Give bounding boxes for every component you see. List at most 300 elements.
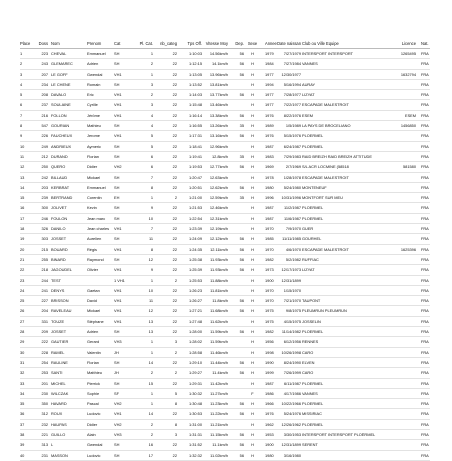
cell-departement: 56 (239, 431, 244, 437)
cell-vitesse-moyenne: 11.44km/h (210, 359, 228, 365)
cell-temps-officiel: 1:29:10 (189, 359, 202, 365)
cell-annee: 1985 (265, 236, 274, 242)
cell-departement (228, 214, 244, 223)
cell-club (302, 70, 386, 79)
cell-temps-officiel: 1:20:51 (189, 184, 202, 190)
cell-annee: 1999 (265, 370, 274, 376)
cell-prenom: Ludovic (87, 411, 101, 417)
cell-nom: DAVALO (51, 92, 67, 98)
cell-vitesse-moyenne: 12.46km/h (209, 205, 228, 211)
cell-prenom: Mickael (87, 174, 101, 180)
cell-vitesse-moyenne: 13.26km/h (209, 123, 228, 129)
cell-licence (390, 183, 416, 192)
cell-date-naissance: 4/17/1986 (283, 390, 301, 396)
cell-temps-officiel: 1:16:55 (189, 123, 202, 129)
cell-dossard: 331 (41, 318, 48, 324)
cell-categorie: SH (114, 153, 120, 159)
cell-temps-officiel: 1:19:41 (189, 153, 202, 159)
cell-place: 2 (20, 61, 23, 67)
cell-dossard: 207 (41, 71, 48, 77)
cell-dossard: 244 (41, 277, 48, 283)
cell-place: 17 (20, 215, 25, 221)
cell-place: 3 (20, 71, 23, 77)
cell-temps-officiel: 1:19:53 (189, 164, 202, 170)
cell-temps-officiel: 1:13:05 (189, 71, 202, 77)
cell-departement (228, 317, 244, 326)
cell-place: 39 (20, 442, 25, 448)
cell-departement (228, 203, 244, 212)
cell-place-categorie: 6 (150, 164, 153, 170)
cell-departement: 56 (239, 236, 244, 242)
cell-vitesse-moyenne: 13.46km/h (209, 102, 228, 108)
cell-sexe: H (251, 226, 254, 232)
cell-place: 11 (20, 153, 25, 159)
table-row (20, 451, 430, 461)
table-row (20, 409, 430, 419)
cell-licence (390, 409, 416, 418)
cell-dossard: 350 (41, 401, 48, 407)
cell-dossard: 241 (41, 287, 48, 293)
cell-nb-categorie: 22 (172, 153, 177, 159)
cell-departement: 56 (239, 442, 244, 448)
table-row (20, 203, 430, 213)
cell-place-categorie: 5 (150, 133, 153, 139)
cell-nom: FOULON (51, 215, 68, 221)
cell-licence (390, 234, 416, 243)
cell-temps-officiel: 1:29:31 (189, 380, 202, 386)
cell-club: GUER (302, 226, 314, 232)
cell-nom: BINARD (51, 256, 66, 262)
cell-nb-categorie: 2 (174, 277, 177, 283)
cell-annee: 1977 (265, 102, 274, 108)
cell-date-naissance: 4/6/1970 (285, 246, 301, 252)
cell-club: PLOERMEL (302, 205, 324, 211)
cell-dossard: 209 (41, 329, 48, 335)
cell-licence (390, 100, 416, 109)
cell-departement: 35 (239, 195, 244, 201)
cell-categorie: SH (114, 442, 120, 448)
cell-place-categorie: 11 (148, 236, 153, 242)
cell-categorie: SH (114, 174, 120, 180)
cell-departement (228, 389, 244, 398)
cell-annee: 1976 (265, 133, 274, 139)
cell-nb-categorie: 22 (172, 236, 177, 242)
cell-nationalite: FRA (421, 452, 429, 458)
cell-vitesse-moyenne: 11.15km/h (210, 431, 228, 437)
cell-sexe: H (251, 256, 254, 262)
column-header-nationalite: Nat. (421, 41, 429, 46)
cell-place-categorie: 1 (150, 339, 153, 345)
cell-categorie: VH1 (114, 102, 122, 108)
cell-sexe: H (251, 287, 254, 293)
cell-sexe: H (251, 205, 254, 211)
cell-place-categorie: 1 (150, 51, 153, 56)
cell-nb-categorie: 22 (172, 123, 177, 129)
cell-place-categorie: 13 (148, 318, 153, 324)
cell-licence: 1265495 (400, 51, 416, 56)
cell-date-naissance: 11/11/1985 (282, 236, 301, 242)
cell-club: PLOERMEL (302, 329, 324, 335)
cell-departement: 56 (239, 452, 244, 458)
cell-nom: MASSON (51, 452, 68, 458)
cell-annee: 1987 (265, 380, 274, 386)
cell-prenom: Alain (87, 431, 96, 437)
cell-nationalite: FRA (421, 267, 429, 273)
cell-nationalite: FRA (421, 236, 429, 242)
cell-annee: 1976 (265, 112, 274, 118)
cell-licence (390, 173, 416, 182)
cell-departement: 56 (239, 329, 244, 335)
cell-dossard: 221 (41, 431, 48, 437)
cell-vitesse-moyenne: 11.68km/h (210, 308, 228, 314)
cell-prenom: Jean marc (87, 215, 106, 221)
cell-categorie: VH1 (114, 308, 122, 314)
cell-departement: 56 (239, 164, 244, 170)
cell-club: LIZYAT (302, 267, 315, 273)
table-row (20, 296, 430, 306)
cell-date-naissance: 1/15/1970 (283, 287, 301, 293)
cell-place: 19 (20, 236, 25, 242)
cell-temps-officiel: 1:28:00 (189, 329, 202, 335)
table-row (20, 255, 430, 265)
cell-dossard: 218 (41, 267, 48, 273)
cell-vitesse-moyenne: 11.23km/h (210, 401, 228, 407)
cell-annee: 1976 (265, 411, 274, 417)
cell-dossard: 312 (41, 411, 48, 417)
cell-nb-categorie: 22 (172, 81, 177, 87)
cell-sexe: H (251, 164, 254, 170)
cell-categorie: VH3 (114, 339, 122, 345)
cell-nom: BRISSON (51, 298, 69, 304)
cell-nb-categorie: 22 (172, 226, 177, 232)
cell-sexe: H (251, 246, 254, 252)
cell-categorie: VH1 (114, 112, 122, 118)
cell-vitesse-moyenne: 13.81km/h (209, 81, 228, 87)
cell-categorie: SH (114, 329, 120, 335)
cell-place: 18 (20, 226, 25, 232)
cell-vitesse-moyenne: 11.02km/h (210, 452, 228, 458)
cell-nationalite: FRA (421, 226, 429, 232)
cell-nationalite: FRA (421, 421, 429, 427)
cell-sexe: H (251, 298, 254, 304)
cell-dossard: 326 (41, 226, 48, 232)
cell-place: 1 (20, 51, 23, 56)
cell-date-naissance: 12/17/1973 (281, 267, 301, 273)
column-header-date-naissance: Date naissan (277, 41, 301, 46)
cell-annee: 1970 (265, 226, 274, 232)
cell-nom: JOSSET (51, 236, 67, 242)
cell-place: 32 (20, 370, 25, 376)
cell-dossard: 300 (41, 205, 48, 211)
cell-licence (390, 193, 416, 202)
column-header-prenom: Prenom (87, 41, 102, 46)
cell-nb-categorie: 22 (172, 329, 177, 335)
cell-licence (390, 430, 416, 439)
table-row (20, 173, 430, 183)
cell-departement: 56 (239, 267, 244, 273)
cell-prenom: Olivier (87, 267, 99, 273)
cell-date-naissance: 11/14/1982 (281, 329, 301, 335)
cell-temps-officiel: 1:21:00 (189, 195, 202, 201)
cell-dossard: 547 (41, 123, 48, 129)
cell-annee: 1977 (265, 92, 274, 98)
cell-place-categorie: 7 (150, 174, 153, 180)
cell-licence (390, 358, 416, 367)
cell-nationalite: FRA (421, 442, 429, 448)
cell-nom: BILLAUD (51, 174, 68, 180)
table-row (20, 131, 430, 141)
cell-licence (390, 389, 416, 398)
cell-prenom: Sophie (87, 390, 100, 396)
cell-date-naissance: 10/22/1966 (281, 401, 301, 407)
cell-licence (390, 59, 416, 68)
cell-nb-categorie: 2 (174, 349, 177, 355)
cell-dossard: 246 (41, 215, 48, 221)
column-header-club: Club ou Ville Equipe (302, 41, 339, 46)
cell-vitesse-moyenne: 11.93km/h (210, 267, 228, 273)
cell-vitesse-moyenne: 12.11km/h (210, 246, 228, 252)
cell-nom: RAMEL (51, 349, 65, 355)
cell-temps-officiel: 1:25:38 (189, 256, 202, 262)
cell-vitesse-moyenne: 11.46km/h (210, 349, 228, 355)
cell-place-categorie: 9 (150, 267, 153, 273)
cell-dossard: 226 (41, 133, 48, 139)
cell-club: SERENT (302, 442, 318, 448)
cell-annee: 1977 (265, 71, 274, 77)
cell-departement: 56 (239, 51, 244, 56)
cell-categorie: SH (114, 205, 120, 211)
cell-temps-officiel: 1:24:09 (189, 236, 202, 242)
cell-departement: 56 (239, 359, 244, 365)
cell-sexe: H (251, 61, 254, 67)
cell-nom: HAUPAS (51, 421, 67, 427)
cell-nom: KERBRAT (51, 184, 70, 190)
cell-annee: 1987 (265, 205, 274, 211)
cell-nom: BOUARD (51, 246, 68, 252)
cell-licence (390, 224, 416, 233)
cell-nationalite: FRA (421, 112, 429, 118)
table-row (20, 286, 430, 296)
cell-nationalite: FRA (421, 153, 429, 159)
cell-date-naissance: 7/22/1977 (283, 102, 301, 108)
cell-prenom: Valentin (87, 349, 101, 355)
cell-club: CARO (302, 349, 314, 355)
cell-date-naissance: 6/12/1956 (283, 339, 301, 345)
cell-prenom: Aymeric (87, 143, 101, 149)
cell-prenom: Raymond (87, 256, 104, 262)
cell-place-categorie: 4 (150, 112, 153, 118)
cell-annee: 1900 (265, 277, 274, 283)
cell-dossard: 303 (41, 236, 48, 242)
cell-place: 29 (20, 339, 25, 345)
cell-annee: 1966 (265, 401, 274, 407)
cell-nationalite: FRA (421, 318, 429, 324)
table-row (20, 430, 430, 440)
cell-date-naissance: 2/7/1969 (285, 164, 301, 170)
cell-date-naissance: 10/31/1996 (281, 195, 301, 201)
cell-place-categorie: 1 (150, 390, 153, 396)
cell-nationalite: FRA (421, 256, 429, 262)
cell-place: 13 (20, 174, 25, 180)
cell-licence (390, 379, 416, 388)
cell-categorie: JH (114, 349, 119, 355)
cell-place-categorie: 3 (150, 102, 153, 108)
cell-nom: HAVARD (51, 401, 67, 407)
cell-sexe: H (251, 359, 254, 365)
cell-departement: 56 (239, 61, 244, 67)
cell-dossard: 203 (41, 184, 48, 190)
cell-nom: ROUX (51, 411, 63, 417)
cell-nationalite: FRA (421, 123, 429, 129)
table-row (20, 224, 430, 234)
cell-nb-categorie: 22 (172, 246, 177, 252)
cell-nom: CHEVAL (51, 51, 67, 56)
results-table (20, 40, 430, 461)
cell-annee: 1980 (265, 184, 274, 190)
cell-club: CARO (302, 370, 314, 376)
cell-departement: 56 (239, 92, 244, 98)
cell-vitesse-moyenne: 11.59km/h (210, 339, 228, 345)
cell-annee: 1998 (265, 349, 274, 355)
cell-nationalite: FRA (421, 349, 429, 355)
cell-licence (390, 276, 416, 285)
cell-licence (390, 255, 416, 264)
cell-nb-categorie: 22 (172, 287, 177, 293)
cell-nom: GLEMAREC (51, 61, 73, 67)
cell-temps-officiel: 1:17:31 (189, 133, 202, 139)
cell-nb-categorie: 22 (172, 112, 177, 118)
cell-vitesse-moyenne: 13.96km/h (209, 71, 228, 77)
cell-nb-categorie: 5 (174, 390, 177, 396)
cell-temps-officiel: 1:28:02 (189, 339, 202, 345)
cell-sexe: H (251, 153, 254, 159)
cell-categorie: VH1 (114, 298, 122, 304)
column-header-nom: Nom (51, 41, 60, 46)
cell-licence (390, 440, 416, 449)
cell-place: 16 (20, 205, 25, 211)
cell-annee: 1970 (265, 287, 274, 293)
cell-annee: 1986 (265, 390, 274, 396)
cell-place-categorie: 16 (148, 442, 153, 448)
cell-nom: JAGOUDEL (51, 267, 72, 273)
cell-place-categorie: 2 (150, 61, 153, 67)
cell-nationalite: FRA (421, 359, 429, 365)
cell-categorie: VH1 (114, 287, 122, 293)
cell-club: PLOERMEL (302, 143, 324, 149)
cell-prenom: Jerome (87, 133, 100, 139)
cell-departement: 56 (239, 246, 244, 252)
cell-temps-officiel: 1:28:58 (189, 349, 202, 355)
cell-place-categorie: 8 (150, 246, 153, 252)
cell-date-naissance: 5/16/1994 (283, 81, 301, 87)
cell-vitesse-moyenne: 13.16km/h (209, 133, 228, 139)
cell-club: TAUPONT (302, 298, 321, 304)
cell-departement (228, 173, 244, 182)
cell-nb-categorie: 22 (172, 51, 177, 56)
cell-nationalite: FRA (421, 390, 429, 396)
table-row (20, 214, 430, 224)
cell-licence (390, 80, 416, 89)
cell-temps-officiel: 1:30:53 (189, 411, 202, 417)
cell-categorie: SH (114, 380, 120, 386)
cell-place: 12 (20, 164, 25, 170)
cell-nom: WILCZAK (51, 390, 69, 396)
cell-nationalite: FRA (421, 215, 429, 221)
table-row (20, 368, 430, 378)
cell-categorie: SH (114, 452, 120, 458)
cell-date-naissance: 7/9/1970 (285, 226, 301, 232)
cell-place-categorie: 1 (150, 401, 153, 407)
cell-club: PLOERMEL (302, 215, 324, 221)
cell-date-naissance: 7/28/1977 (283, 92, 301, 98)
cell-club: VANNES (302, 390, 318, 396)
cell-temps-officiel: 1:14:03 (189, 92, 202, 98)
cell-vitesse-moyenne: 11.4km/h (212, 370, 228, 376)
cell-departement: 56 (239, 71, 244, 77)
cell-place-categorie: 7 (150, 226, 153, 232)
cell-licence: 1625396 (400, 246, 416, 252)
cell-club: ESEM (302, 112, 314, 118)
cell-licence (390, 368, 416, 377)
cell-place-categorie: 13 (148, 329, 153, 335)
column-header-place-categorie: Pl. Cat. (139, 41, 153, 46)
cell-place: 15 (20, 195, 25, 201)
cell-nom: FOLLON (51, 112, 67, 118)
cell-dossard: 204 (41, 308, 48, 314)
cell-club: LA PAYS DE BROCELIANO (302, 123, 351, 129)
cell-annee: 1975 (265, 308, 274, 314)
table-header-row (20, 40, 430, 49)
cell-departement: 56 (239, 411, 244, 417)
cell-nb-categorie: 8 (174, 421, 177, 427)
cell-licence (390, 348, 416, 357)
cell-prenom: Emmanuel (87, 184, 106, 190)
cell-place-categorie: 5 (150, 143, 153, 149)
cell-vitesse-moyenne: 14.56km/h (209, 51, 228, 56)
cell-vitesse-moyenne: 11.81km/h (210, 287, 228, 293)
cell-departement (228, 80, 244, 89)
cell-sexe: H (251, 195, 254, 201)
cell-nom: LE GOFF (51, 71, 68, 77)
table-row (20, 142, 430, 152)
cell-prenom: Régis (87, 246, 97, 252)
cell-categorie: VH1 (114, 267, 122, 273)
cell-prenom: Didier (87, 421, 98, 427)
cell-sexe: H (251, 51, 254, 56)
cell-date-naissance: 3/16/1980 (283, 452, 301, 458)
cell-place: 20 (20, 246, 25, 252)
cell-place: 9 (20, 133, 23, 139)
cell-licence (390, 327, 416, 336)
cell-vitesse-moyenne: 11.22km/h (210, 411, 228, 417)
cell-place-categorie: 14 (148, 411, 153, 417)
cell-temps-officiel: 1:12:15 (189, 61, 202, 67)
cell-annee: 1969 (265, 164, 274, 170)
cell-temps-officiel: 1:27:21 (189, 308, 202, 314)
table-row (20, 358, 430, 368)
cell-prenom: Cyrille (87, 102, 98, 108)
cell-nb-categorie: 22 (172, 174, 177, 180)
cell-departement (228, 348, 244, 357)
cell-nationalite: FRA (421, 246, 429, 252)
cell-date-naissance: 12/26/1962 (281, 421, 301, 427)
cell-place-categorie: 1 (150, 71, 153, 77)
cell-sexe: H (251, 452, 254, 458)
cell-departement: 56 (239, 184, 244, 190)
cell-club: PLOERMEL (302, 401, 324, 407)
cell-annee: 1982 (265, 329, 274, 335)
cell-prenom: David (87, 298, 97, 304)
